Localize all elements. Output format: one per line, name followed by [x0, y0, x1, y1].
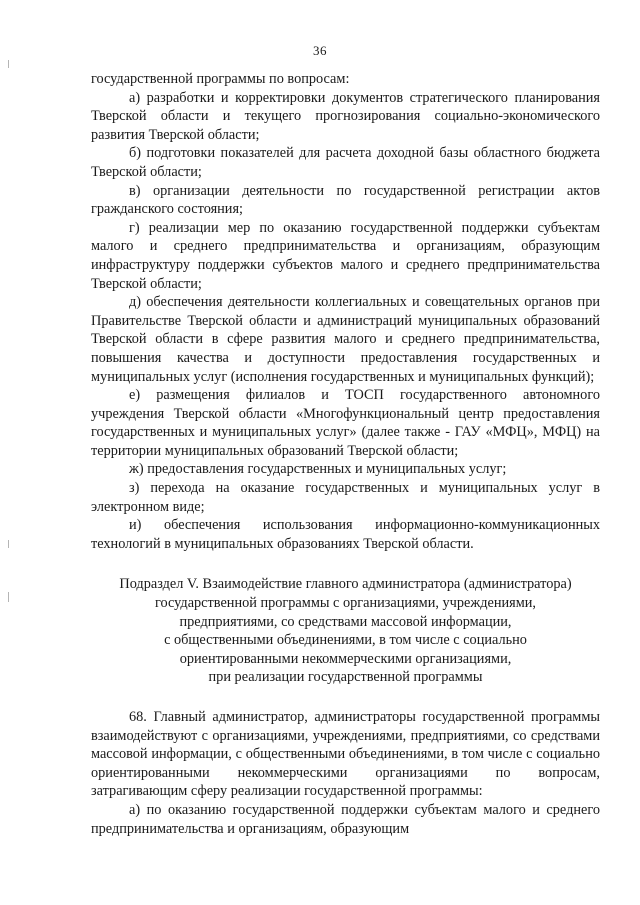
section-heading-line: ориентированными некоммерческими организациями,: [179, 650, 512, 667]
section-heading-line: при реализации государственной программы: [208, 669, 483, 686]
section-heading: [91, 575, 600, 687]
section-heading-line: предприятиями, со средствами массовой информации,: [179, 613, 512, 630]
section-heading-line: государственной программы с организациями, учреждениями,: [155, 595, 536, 612]
list-item-e: е) размещения филиалов и ТОСП государственного автономного учреждения Тверской области «Многофункциональный центр предоставления государственных и муниципальных услуг» (далее также - ГАУ «МФЦ», МФЦ) на территории муниципальных образований Тверской области;: [91, 387, 600, 459]
page-body: [91, 70, 600, 838]
list-item-z: з) перехода на оказание государственных и муниципальных услуг в электронном виде;: [91, 480, 600, 515]
scan-edge-mark: [8, 60, 9, 68]
page-number: 36: [313, 43, 327, 58]
list-item-a: а) разработки и корректировки документов стратегического планирования Тверской области и текущего прогнозирования социально-экономического развития Тверской области;: [91, 89, 600, 143]
paragraph-continuation: государственной программы по вопросам:: [91, 71, 350, 87]
list-item-b: б) подготовки показателей для расчета доходной базы областного бюджета Тверской области;: [91, 145, 600, 180]
list-item-zh: ж) предоставления государственных и муниципальных услуг;: [129, 461, 507, 478]
scan-edge-mark: [8, 592, 9, 602]
list-item-d: д) обеспечения деятельности коллегиальных и совещательных органов при Правительстве Тверской области и администраций муниципальных образований Тверской области в сфере развития малого и среднего предпринимательства, повышения качества и доступности предоставления государственных и муниципальных услуг (исполнения государственных и муниципальных функций);: [91, 294, 600, 385]
section-heading-line: с общественными объединениями, в том числе с социально: [164, 632, 527, 649]
paragraph-68: 68. Главный администратор, администраторы государственной программы взаимодействуют с организациями, учреждениями, предприятиями, со средствами массовой информации, с общественными объединениями, в том числе с социально ориентированными некоммерческими организациями по вопросам, затрагивающим сферу реализации государственной программы:: [91, 709, 600, 800]
list-item-g: г) реализации мер по оказанию государственной поддержки субъектам малого и среднего предпринимательства и организациям, образующим инфраструктуру поддержки субъектов малого и среднего предпринимательства Тверской области;: [91, 219, 600, 292]
list-item-v: в) организации деятельности по государственной регистрации актов гражданского состояния;: [91, 182, 600, 218]
section-heading-line: Подраздел V. Взаимодействие главного администратора (администратора): [119, 576, 572, 593]
list-item-a-68: а) по оказанию государственной поддержки субъектам малого и среднего предпринимательства и организациям, образующим: [91, 801, 600, 837]
scan-edge-mark: [8, 540, 9, 548]
list-item-i: и) обеспечения использования информационно-коммуникационных технологий в муниципальных образованиях Тверской области.: [91, 517, 600, 552]
